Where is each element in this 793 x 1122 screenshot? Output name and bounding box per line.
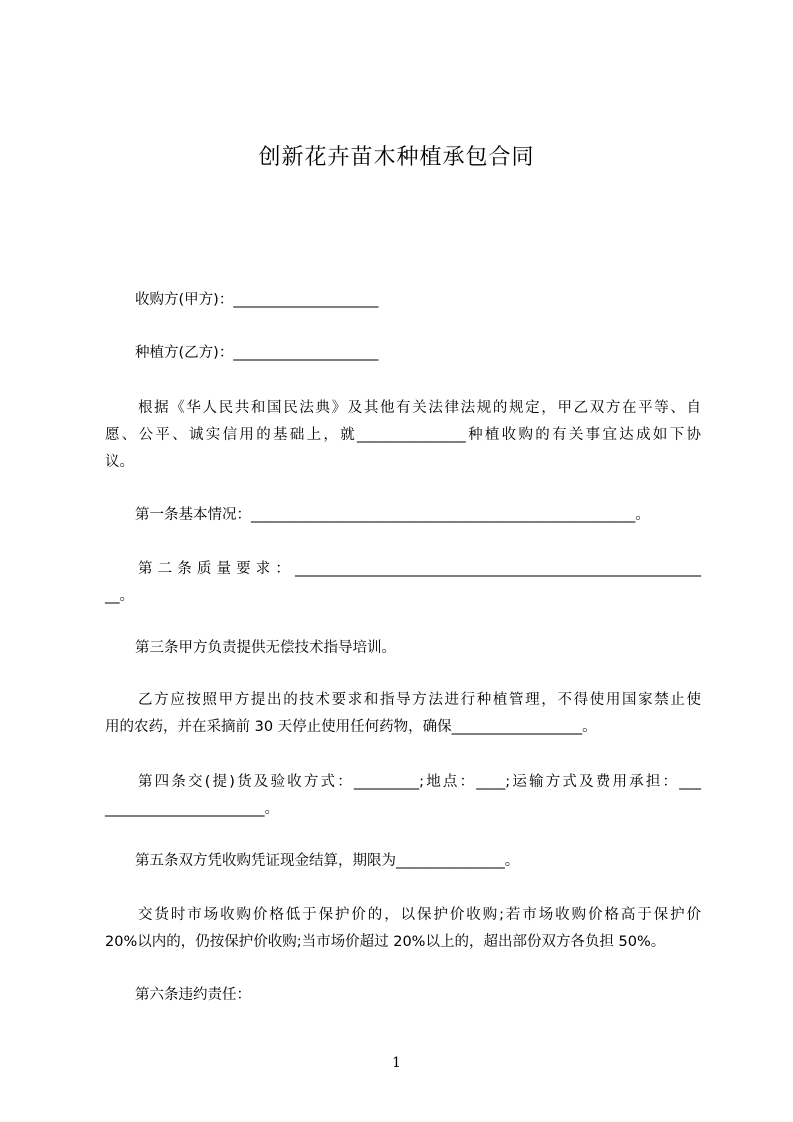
preamble-line-1: 根据《华人民共和国民法典》及其他有关法律法规的规定，甲乙双方在平等、自 — [138, 400, 701, 416]
document-title: 创新花卉苗木种植承包合同 — [258, 145, 535, 170]
article-3-detail-line-1: 乙方应按照甲方提出的技术要求和指导方法进行种植管理，不得使用国家禁止使 — [138, 692, 701, 708]
article-5: 第五条双方凭收购凭证现金结算，期限为_______________。 — [135, 853, 520, 869]
article-2-line-1: 第二条质量要求：________________________________________________________ — [138, 561, 701, 577]
article-2-line-2: __。 — [105, 588, 134, 604]
article-4-line-2: ______________________。 — [105, 801, 279, 817]
page-number: 1 — [392, 1055, 401, 1071]
preamble-line-2: 愿、公平、诚实信用的基础上，就_______________种植收购的有关事宜达成如下协 — [105, 427, 701, 443]
party-b-line: 种植方(乙方)：____________________ — [135, 345, 379, 361]
article-6: 第六条违约责任： — [135, 987, 251, 1003]
article-3-detail-line-2: 用的农药，并在采摘前 30 天停止使用任何药物，确保__________________。 — [105, 719, 597, 735]
article-5-detail-line-2: 20%以内的，仍按保护价收购;当市场价超过 20%以上的，超出部份双方各负担 50%。 — [105, 934, 666, 950]
article-3: 第三条甲方负责提供无偿技术指导培训。 — [135, 640, 396, 656]
article-1: 第一条基本情况：_____________________________________________________。 — [135, 507, 650, 523]
party-a-line: 收购方(甲方)：____________________ — [135, 292, 379, 308]
article-4-line-1: 第四条交(提)货及验收方式：_________;地点：____;运输方式及费用承担：___ — [138, 774, 701, 790]
preamble-line-3: 议。 — [105, 454, 134, 470]
article-5-detail-line-1: 交货时市场收购价格低于保护价的，以保护价收购;若市场收购价格高于保护价 — [138, 907, 701, 923]
